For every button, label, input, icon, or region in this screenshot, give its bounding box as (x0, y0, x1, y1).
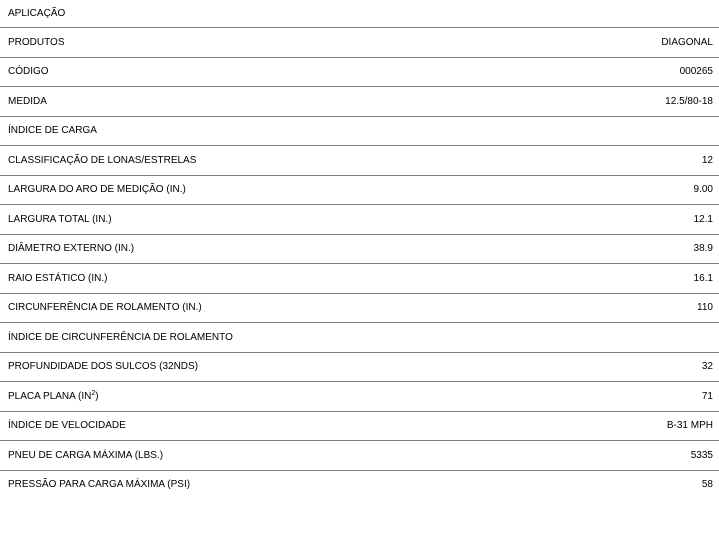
spec-value: 12.5/80-18 (665, 95, 713, 107)
spec-label: PROFUNDIDADE DOS SULCOS (32NDS) (8, 361, 199, 373)
spec-value: 32 (701, 361, 713, 373)
spec-value: 58 (701, 479, 713, 491)
spec-row-circunferencia-rolamento (0, 293, 719, 323)
spec-row-indice-circunferencia (0, 322, 719, 352)
spec-label: DIÂMETRO EXTERNO (IN.) (8, 243, 135, 255)
spec-label: CÓDIGO (8, 66, 49, 78)
spec-label: APLICAÇÃO (8, 8, 66, 19)
spec-label-suffix: ) (95, 390, 99, 402)
spec-row-aplicacao (0, 0, 719, 27)
spec-label: ÍNDICE DE CIRCUNFERÊNCIA DE ROLAMENTO (8, 331, 233, 343)
spec-label: LARGURA DO ARO DE MEDIÇÃO (IN.) (8, 184, 186, 196)
spec-row-pressao-carga-maxima (0, 470, 719, 500)
spec-label: ÍNDICE DE CARGA (8, 125, 97, 137)
spec-label: LARGURA TOTAL (IN.) (8, 213, 112, 225)
spec-row-codigo (0, 57, 719, 87)
spec-label-prefix: PLACA PLANA (IN (8, 390, 92, 402)
spec-value: 71 (701, 390, 713, 402)
spec-row-largura-total (0, 204, 719, 234)
spec-row-medida (0, 86, 719, 116)
spec-row-indice-de-carga (0, 116, 719, 146)
spec-value: 110 (697, 302, 713, 314)
spec-row-largura-aro (0, 175, 719, 205)
spec-label: CLASSIFICAÇÃO DE LONAS/ESTRELAS (8, 154, 197, 166)
spec-label: MEDIDA (8, 95, 47, 107)
spec-row-placa-plana (0, 381, 719, 411)
spec-value: B-31 MPH (666, 420, 713, 432)
spec-row-diametro-externo (0, 234, 719, 264)
spec-label-superscript: 2 (91, 389, 96, 397)
spec-value: 12.1 (693, 213, 713, 225)
spec-value: 000265 (679, 66, 713, 78)
spec-value: 5335 (690, 449, 713, 461)
spec-value: 16.1 (693, 272, 713, 284)
spec-value: DIAGONAL (661, 36, 713, 48)
spec-label: PNEU DE CARGA MÁXIMA (LBS.) (8, 449, 164, 461)
spec-label (8, 391, 99, 402)
spec-label: PRESSÃO PARA CARGA MÁXIMA (PSI) (8, 479, 191, 491)
spec-row-produtos (0, 27, 719, 57)
spec-row-classificacao-lonas (0, 145, 719, 175)
spec-label: PRODUTOS (8, 36, 65, 48)
spec-value: 9.00 (693, 184, 713, 196)
spec-row-raio-estatico (0, 263, 719, 293)
spec-row-pneu-carga-maxima (0, 440, 719, 470)
spec-value: 12 (701, 154, 713, 166)
spec-value: 38.9 (693, 243, 713, 255)
spec-row-indice-velocidade (0, 411, 719, 441)
spec-label: RAIO ESTÁTICO (IN.) (8, 272, 108, 284)
spec-row-profundidade-sulcos (0, 352, 719, 382)
spec-label: CIRCUNFERÊNCIA DE ROLAMENTO (IN.) (8, 302, 202, 314)
spec-label: ÍNDICE DE VELOCIDADE (8, 420, 126, 432)
